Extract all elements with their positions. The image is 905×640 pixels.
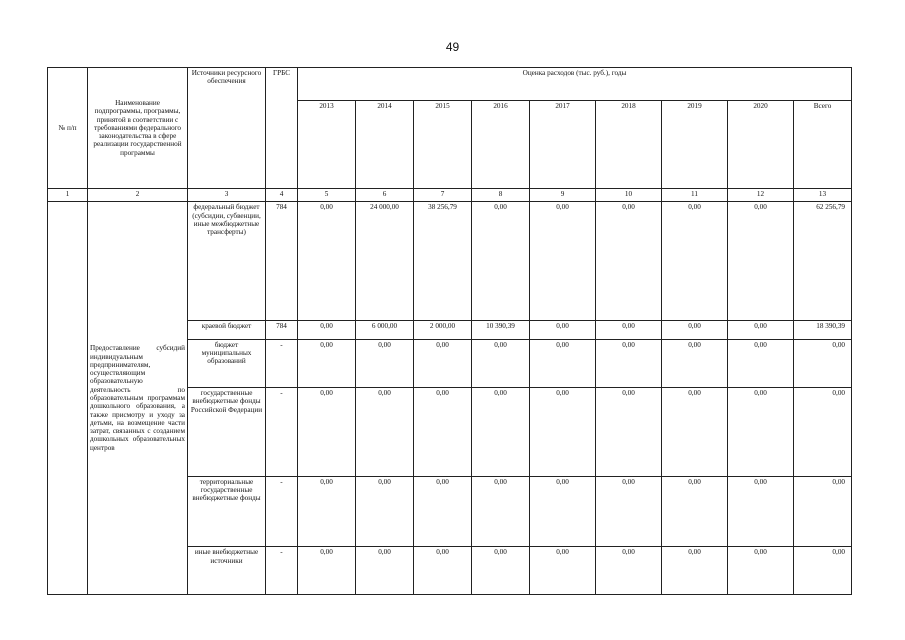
value-cell: 0,00 (662, 476, 728, 547)
header-col-source: Источники ресурсного обеспечения (188, 68, 266, 189)
value-cell: 0,00 (414, 339, 472, 387)
col-number: 5 (298, 189, 356, 202)
header-col-name: Наименование подпрограммы, программы, принятой в соответствии с требованиями федерального законодательства в сфере реализации государственной программы (88, 68, 188, 189)
value-cell: 0,00 (662, 339, 728, 387)
value-cell: 0,00 (356, 547, 414, 595)
header-year: 2016 (472, 101, 530, 189)
value-cell: 0,00 (414, 476, 472, 547)
col-number: 6 (356, 189, 414, 202)
value-cell: 0,00 (298, 547, 356, 595)
value-cell: 0,00 (728, 202, 794, 321)
value-cell: 0,00 (298, 339, 356, 387)
header-col-estimate: Оценка расходов (тыс. руб.), годы (298, 68, 852, 101)
table-row (48, 202, 852, 321)
grbs-cell: 784 (266, 202, 298, 321)
col-number: 10 (596, 189, 662, 202)
col-number: 9 (530, 189, 596, 202)
value-cell: 0,00 (662, 547, 728, 595)
total-cell: 0,00 (794, 476, 852, 547)
value-cell: 38 256,79 (414, 202, 472, 321)
source-cell: иные внебюджетные источники (188, 547, 266, 595)
source-cell: краевой бюджет (188, 321, 266, 339)
value-cell: 0,00 (530, 388, 596, 477)
value-cell: 0,00 (530, 202, 596, 321)
value-cell: 0,00 (596, 202, 662, 321)
grbs-cell: - (266, 476, 298, 547)
total-cell: 0,00 (794, 388, 852, 477)
value-cell: 0,00 (530, 339, 596, 387)
value-cell: 0,00 (298, 321, 356, 339)
value-cell: 0,00 (728, 339, 794, 387)
total-cell: 18 390,39 (794, 321, 852, 339)
value-cell: 0,00 (728, 547, 794, 595)
grbs-cell: - (266, 388, 298, 477)
col-number: 11 (662, 189, 728, 202)
value-cell: 0,00 (662, 202, 728, 321)
header-row-numbers (48, 189, 852, 202)
header-year: 2019 (662, 101, 728, 189)
col-number: 8 (472, 189, 530, 202)
value-cell: 0,00 (298, 388, 356, 477)
header-year: 2015 (414, 101, 472, 189)
value-cell: 0,00 (472, 547, 530, 595)
value-cell: 0,00 (530, 476, 596, 547)
header-col-num: № п/п (48, 68, 88, 189)
header-col-grbs: ГРБС (266, 68, 298, 189)
total-cell: 0,00 (794, 339, 852, 387)
value-cell: 0,00 (472, 388, 530, 477)
header-year: 2014 (356, 101, 414, 189)
header-year: 2013 (298, 101, 356, 189)
value-cell: 0,00 (356, 388, 414, 477)
value-cell: 0,00 (596, 321, 662, 339)
grbs-cell: 784 (266, 321, 298, 339)
col-number: 1 (48, 189, 88, 202)
value-cell: 24 000,00 (356, 202, 414, 321)
value-cell: 0,00 (356, 339, 414, 387)
value-cell: 0,00 (662, 388, 728, 477)
value-cell: 6 000,00 (356, 321, 414, 339)
value-cell: 0,00 (596, 547, 662, 595)
value-cell: 10 390,39 (472, 321, 530, 339)
header-year: 2018 (596, 101, 662, 189)
col-number: 2 (88, 189, 188, 202)
page-number: 49 (445, 40, 460, 54)
value-cell: 0,00 (530, 547, 596, 595)
value-cell: 0,00 (728, 388, 794, 477)
source-cell: федеральный бюджет (субсидии, субвенции, иные межбюджетные трансферты) (188, 202, 266, 321)
value-cell: 0,00 (298, 476, 356, 547)
value-cell: 0,00 (596, 388, 662, 477)
col-number: 12 (728, 189, 794, 202)
value-cell: 0,00 (298, 202, 356, 321)
value-cell: 0,00 (530, 321, 596, 339)
value-cell: 0,00 (414, 388, 472, 477)
value-cell: 0,00 (356, 476, 414, 547)
grbs-cell: - (266, 339, 298, 387)
source-cell: бюджет муниципальных образований (188, 339, 266, 387)
value-cell: 0,00 (662, 321, 728, 339)
col-number: 7 (414, 189, 472, 202)
value-cell: 0,00 (472, 202, 530, 321)
budget-table (47, 67, 852, 595)
header-row-1 (48, 68, 852, 101)
value-cell: 0,00 (472, 339, 530, 387)
header-year: 2017 (530, 101, 596, 189)
value-cell: 0,00 (596, 339, 662, 387)
value-cell: 0,00 (414, 547, 472, 595)
value-cell: 0,00 (596, 476, 662, 547)
col-number: 4 (266, 189, 298, 202)
total-cell: 62 256,79 (794, 202, 852, 321)
source-cell: территориальные государственные внебюджетные фонды (188, 476, 266, 547)
col-number: 3 (188, 189, 266, 202)
source-cell: государственные внебюджетные фонды Российской Федерации (188, 388, 266, 477)
value-cell: 0,00 (728, 476, 794, 547)
header-year: 2020 (728, 101, 794, 189)
header-year-total: Всего (794, 101, 852, 189)
value-cell: 0,00 (728, 321, 794, 339)
program-name: Предоставление субсидий индивидуальным предпринимателям, осуществляющим образовательную деятельность по образовательным программам дошкольного образования, а также присмотру и уходу за детьми, на возмещение части затрат, связанных с созданием дошкольных образовательных центров (88, 202, 188, 595)
grbs-cell: - (266, 547, 298, 595)
value-cell: 0,00 (472, 476, 530, 547)
row-number-cell (48, 202, 88, 595)
value-cell: 2 000,00 (414, 321, 472, 339)
col-number: 13 (794, 189, 852, 202)
total-cell: 0,00 (794, 547, 852, 595)
